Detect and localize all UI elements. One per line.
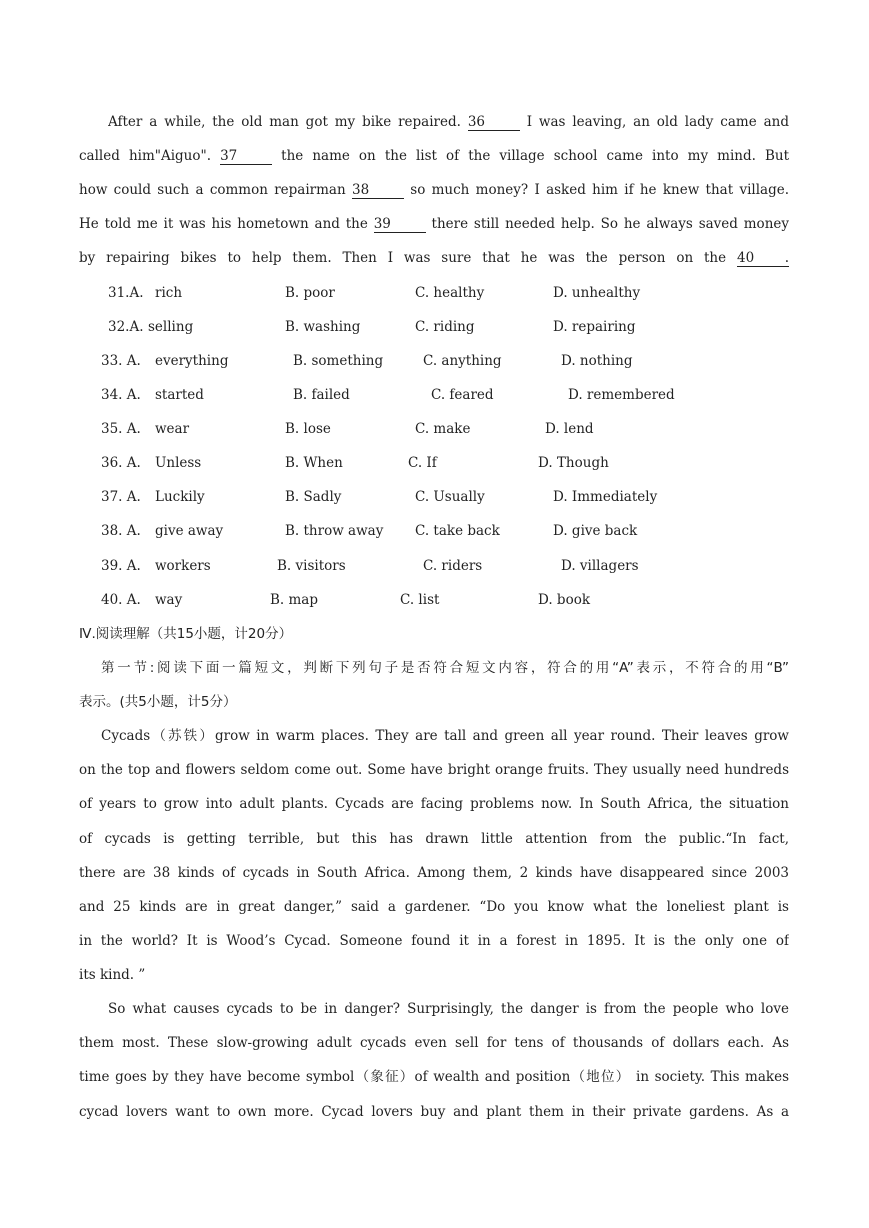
option-a: everything bbox=[155, 353, 229, 369]
cloze-text: by repairing bikes to help them. Then I was sure that he was the person on the bbox=[79, 250, 727, 266]
section-heading: Ⅳ.阅读理解（共15小题，计20分） bbox=[79, 626, 293, 642]
cloze-line-5 bbox=[79, 248, 789, 268]
option-a: started bbox=[155, 387, 204, 403]
option-a: rich bbox=[155, 285, 183, 301]
question-35 bbox=[0, 419, 869, 439]
passage-line: Cycads（苏铁）grow in warm places. They are tall and green all year round. Their leaves grow bbox=[101, 728, 789, 744]
option-c: C. anything bbox=[423, 353, 502, 369]
option-a: Luckily bbox=[155, 489, 205, 505]
cloze-text: there still needed help. So he always saved money bbox=[431, 216, 789, 232]
blank-36: 36 bbox=[468, 114, 520, 131]
option-c: C. healthy bbox=[415, 285, 485, 301]
passage-line: of cycads is getting terrible, but this has drawn little attention from the public.“In fact, bbox=[79, 831, 789, 847]
option-c: C. make bbox=[415, 421, 471, 437]
question-38 bbox=[0, 521, 869, 541]
option-c: C. If bbox=[408, 455, 437, 471]
question-number: 35. A. bbox=[101, 421, 141, 437]
question-37 bbox=[0, 487, 869, 507]
option-c: C. feared bbox=[431, 387, 494, 403]
option-a: way bbox=[155, 592, 183, 608]
question-number: 33. A. bbox=[101, 353, 141, 369]
question-number: 37. A. bbox=[101, 489, 141, 505]
question-36 bbox=[0, 453, 869, 473]
option-b: B. lose bbox=[285, 421, 331, 437]
cloze-text: called him"Aiguo". bbox=[79, 148, 211, 164]
option-c: C. take back bbox=[415, 523, 500, 539]
question-number: 31.A. bbox=[108, 285, 144, 301]
option-d: D. book bbox=[538, 592, 591, 608]
cloze-text: After a while, the old man got my bike repaired. bbox=[108, 114, 461, 130]
option-d: D. Though bbox=[538, 455, 609, 471]
option-a: selling bbox=[148, 319, 194, 335]
option-c: C. Usually bbox=[415, 489, 485, 505]
passage-line: them most. These slow-growing adult cycads even sell for tens of thousands of dollars each. As bbox=[79, 1035, 789, 1051]
question-31 bbox=[0, 283, 869, 303]
blank-37: 37 bbox=[220, 148, 272, 165]
option-d: D. nothing bbox=[561, 353, 633, 369]
option-b: B. throw away bbox=[285, 523, 384, 539]
option-c: C. riders bbox=[423, 558, 483, 574]
passage-line: there are 38 kinds of cycads in South Africa. Among them, 2 kinds have disappeared since 2003 bbox=[79, 865, 789, 881]
option-a: workers bbox=[155, 558, 211, 574]
question-number: 32.A. bbox=[108, 319, 144, 335]
option-b: B. poor bbox=[285, 285, 335, 301]
cloze-text: how could such a common repairman bbox=[79, 182, 346, 198]
passage-line: So what causes cycads to be in danger? Surprisingly, the danger is from the people who love bbox=[108, 1001, 789, 1017]
passage-line: its kind. ” bbox=[79, 967, 146, 983]
blank-40: 40 . bbox=[737, 250, 789, 266]
blank-39: 39 bbox=[374, 216, 426, 233]
question-34 bbox=[0, 385, 869, 405]
option-c: C. riding bbox=[415, 319, 475, 335]
cloze-text: I was leaving, an old lady came and bbox=[526, 114, 789, 130]
option-d: D. unhealthy bbox=[553, 285, 641, 301]
option-a: Unless bbox=[155, 455, 202, 471]
cloze-text: He told me it was his hometown and the bbox=[79, 216, 368, 232]
option-d: D. lend bbox=[545, 421, 594, 437]
passage-line: on the top and flowers seldom come out. Some have bright orange fruits. They usually need hundreds bbox=[79, 762, 789, 778]
option-b: B. map bbox=[270, 592, 318, 608]
passage-line: time goes by they have become symbol（象征）of wealth and position（地位） in society. This makes bbox=[79, 1069, 789, 1085]
option-b: B. something bbox=[293, 353, 384, 369]
blank-38: 38 bbox=[352, 182, 404, 199]
option-d: D. repairing bbox=[553, 319, 636, 335]
option-d: D. remembered bbox=[568, 387, 675, 403]
section-instruction-line-2: 表示。(共5小题，计5分） bbox=[79, 694, 237, 710]
option-b: B. visitors bbox=[277, 558, 346, 574]
question-number: 36. A. bbox=[101, 455, 141, 471]
question-number: 34. A. bbox=[101, 387, 141, 403]
question-number: 40. A. bbox=[101, 592, 141, 608]
option-b: B. failed bbox=[293, 387, 350, 403]
option-b: B. When bbox=[285, 455, 343, 471]
question-number: 39. A. bbox=[101, 558, 141, 574]
question-33 bbox=[0, 351, 869, 371]
passage-line: of years to grow into adult plants. Cycads are facing problems now. In South Africa, the situation bbox=[79, 796, 789, 812]
cloze-line-3 bbox=[79, 180, 789, 200]
passage-line: and 25 kinds are in great danger,” said a gardener. “Do you know what the loneliest plant is bbox=[79, 899, 789, 915]
option-d: D. Immediately bbox=[553, 489, 658, 505]
option-b: B. washing bbox=[285, 319, 361, 335]
option-d: D. villagers bbox=[561, 558, 639, 574]
option-d: D. give back bbox=[553, 523, 638, 539]
cloze-text: so much money? I asked him if he knew that village. bbox=[410, 182, 789, 198]
question-40 bbox=[0, 590, 869, 610]
option-b: B. Sadly bbox=[285, 489, 342, 505]
passage-line: cycad lovers want to own more. Cycad lovers buy and plant them in their private gardens. As a bbox=[79, 1104, 789, 1120]
cloze-line-2 bbox=[79, 146, 789, 166]
section-instruction-line-1: 第一节:阅读下面一篇短文，判断下列句子是否符合短文内容，符合的用“A”表示，不符合的用“B” bbox=[101, 660, 789, 676]
cloze-line-1 bbox=[108, 112, 789, 132]
cloze-line-4 bbox=[79, 214, 789, 234]
question-32 bbox=[0, 317, 869, 337]
question-39 bbox=[0, 556, 869, 576]
option-a: give away bbox=[155, 523, 224, 539]
option-a: wear bbox=[155, 421, 190, 437]
passage-line: in the world? It is Wood’s Cycad. Someone found it in a forest in 1895. It is the only one of bbox=[79, 933, 789, 949]
option-c: C. list bbox=[400, 592, 440, 608]
question-number: 38. A. bbox=[101, 523, 141, 539]
cloze-text: the name on the list of the village school came into my mind. But bbox=[281, 148, 789, 164]
